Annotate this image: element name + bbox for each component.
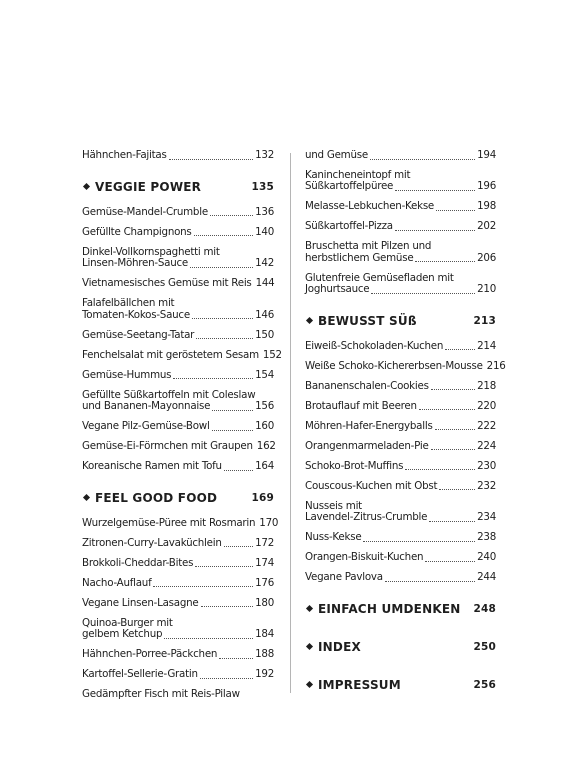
- entry-title-line: Gemüse-Hummus: [82, 368, 172, 381]
- entry-page-number: 240: [477, 551, 496, 563]
- entry-page-number: 222: [477, 419, 496, 432]
- entry-page-number: 152: [262, 348, 282, 361]
- entry-page-number: 172: [255, 536, 274, 549]
- entry-row: [305, 381, 496, 393]
- section-title: IMPRESSUM: [318, 677, 401, 692]
- toc-entry: [82, 330, 274, 342]
- entry-title-line: Lavendel-Zitrus-Crumble: [305, 511, 428, 523]
- toc-entry: [82, 578, 274, 590]
- toc-entry: [305, 170, 496, 193]
- section-title: EINFACH UMDENKEN: [318, 601, 461, 616]
- entry-row: [305, 552, 496, 564]
- entry-title-line: herbstlichem Gemüse: [305, 251, 414, 264]
- dot-leader: [219, 658, 253, 659]
- dot-leader: [429, 521, 475, 522]
- entry-row: [82, 227, 274, 239]
- entry-title-line: Tomaten-Kokos-Sauce: [82, 308, 190, 321]
- toc-column-left: [82, 149, 282, 709]
- entry-row: [82, 629, 274, 641]
- toc-entry: [82, 689, 274, 701]
- entry-row: [82, 258, 274, 270]
- entry-row: [82, 150, 274, 162]
- toc-entry: [82, 461, 274, 473]
- diamond-bullet-icon: [83, 494, 90, 501]
- entry-title-line: Nuss-Kekse: [305, 531, 362, 543]
- entry-title-line: Vegane Pilz-Gemüse-Bowl: [82, 420, 210, 432]
- entry-row: [82, 578, 274, 590]
- section-title: BEWUSST SÜß: [318, 313, 417, 328]
- entry-page-number: 150: [255, 328, 274, 341]
- entry-row: [82, 538, 274, 550]
- dot-leader: [173, 378, 253, 379]
- column-divider: [290, 153, 291, 693]
- entry-row: [305, 572, 496, 584]
- entry-title-line: Couscous-Kuchen mit Obst: [305, 479, 438, 492]
- entry-page-number: 232: [477, 479, 496, 492]
- diamond-bullet-icon: [83, 183, 90, 190]
- entry-title-line: Wurzelgemüse-Püree mit Rosmarin: [82, 516, 256, 529]
- entry-title-line: Koreanische Ramen mit Tofu: [82, 460, 222, 472]
- toc-entry: [82, 370, 274, 382]
- toc-entry: [305, 532, 496, 544]
- entry-title-line: Joghurtsauce: [305, 283, 370, 295]
- toc-entry: [305, 441, 496, 453]
- entry-row: [82, 310, 274, 322]
- entry-page-number: 192: [255, 668, 274, 680]
- dot-leader: [169, 159, 254, 160]
- entry-page-number: 162: [256, 440, 276, 452]
- toc-entry: [305, 201, 496, 213]
- dot-leader: [224, 470, 253, 471]
- dot-leader: [405, 469, 475, 470]
- toc-entry: [305, 461, 496, 473]
- entry-page-number: 170: [259, 516, 279, 529]
- section-page-number: 250: [473, 640, 496, 653]
- dot-leader: [439, 489, 475, 490]
- entry-title-line: Schoko-Brot-Muffins: [305, 459, 404, 472]
- entry-title-line: Gemüse-Ei-Förmchen mit Graupen: [82, 440, 253, 452]
- entry-row: [305, 181, 496, 193]
- section-page-number: 169: [251, 491, 274, 504]
- section-heading-feel-good-food: [82, 491, 274, 505]
- entry-row: [82, 649, 274, 661]
- toc-column-right: [305, 149, 506, 705]
- entry-title-line: Linsen-Möhren-Sauce: [82, 257, 188, 269]
- entry-page-number: 218: [477, 379, 496, 392]
- entry-row: [305, 401, 496, 413]
- section-page-number: 135: [251, 180, 274, 193]
- toc-entry: [305, 221, 496, 233]
- entry-row: [305, 359, 506, 373]
- entry-row: [305, 150, 496, 162]
- entry-row: [82, 689, 274, 701]
- entry-page-number: 176: [255, 576, 274, 589]
- dot-leader: [212, 430, 254, 431]
- toc-entry: [305, 150, 496, 162]
- dot-leader: [192, 318, 253, 319]
- entry-row: [82, 330, 274, 342]
- dot-leader: [195, 566, 253, 567]
- toc-entry: [82, 247, 274, 270]
- entry-page-number: 194: [477, 149, 496, 161]
- entry-title-line: gelbem Ketchup: [82, 628, 163, 640]
- dot-leader: [395, 190, 475, 191]
- toc-entry: [82, 348, 282, 362]
- entry-page-number: 174: [255, 556, 274, 569]
- diamond-bullet-icon: [306, 643, 313, 650]
- section-heading-einfach-umdenken: [305, 602, 496, 616]
- toc-entry: [82, 207, 274, 219]
- entry-title-line: Gefüllte Champignons: [82, 225, 192, 238]
- toc-entry: [82, 558, 274, 570]
- entry-row: [82, 401, 274, 413]
- entry-title-line: Glutenfreie Gemüsefladen mit: [305, 271, 454, 284]
- dot-leader: [201, 606, 254, 607]
- entry-title-line: Kanincheneintopf mit: [305, 168, 411, 181]
- entry-title-line: Bananenschalen-Cookies: [305, 379, 429, 392]
- toc-entry: [305, 421, 496, 433]
- toc-entry: [82, 150, 274, 162]
- toc-entry: [82, 298, 274, 321]
- toc-entry: [82, 516, 279, 530]
- entry-page-number: 154: [255, 368, 274, 381]
- entry-title-line: Zitronen-Curry-Lavaküchlein: [82, 536, 222, 549]
- section-heading-veggie-power: [82, 180, 274, 194]
- entry-row: [305, 341, 496, 353]
- entry-title-line: Gedämpfter Fisch mit Reis-Pilaw: [82, 688, 240, 700]
- entry-page-number: 224: [477, 439, 496, 452]
- entry-row: [82, 516, 279, 530]
- dot-leader: [431, 449, 476, 450]
- entry-title-line: Vegane Pavlova: [305, 571, 383, 583]
- entry-page-number: 230: [477, 459, 496, 472]
- entry-row: [82, 207, 274, 219]
- entry-title-line: Bruschetta mit Pilzen und: [305, 240, 432, 252]
- entry-row: [305, 284, 496, 296]
- dot-leader: [200, 678, 253, 679]
- toc-entry: [82, 669, 274, 681]
- entry-page-number: 220: [477, 399, 496, 412]
- entry-page-number: 146: [255, 308, 274, 321]
- dot-leader: [415, 261, 475, 262]
- entry-row: [82, 421, 274, 433]
- section-title: INDEX: [318, 639, 361, 654]
- entry-page-number: 136: [255, 205, 274, 218]
- dot-leader: [190, 267, 253, 268]
- entry-row: [82, 598, 274, 610]
- section-heading-impressum: [305, 678, 496, 692]
- toc-entry: [82, 618, 274, 641]
- entry-page-number: 184: [255, 628, 274, 640]
- dot-leader: [419, 409, 475, 410]
- entry-row: [305, 221, 496, 233]
- entry-page-number: 180: [255, 596, 274, 609]
- entry-row: [305, 421, 496, 433]
- dot-leader: [425, 561, 475, 562]
- toc-entry: [305, 273, 496, 296]
- entry-title-line: Gefüllte Süßkartoffeln mit Coleslaw: [82, 388, 256, 401]
- toc-entry: [82, 227, 274, 239]
- entry-title-line: Brokkoli-Cheddar-Bites: [82, 556, 194, 569]
- entry-title-line: und Bananen-Mayonnaise: [82, 400, 211, 412]
- entry-title-line: Süßkartoffel-Pizza: [305, 220, 393, 232]
- entry-row: [82, 348, 282, 362]
- entry-page-number: 216: [486, 359, 506, 372]
- entry-title-line: Hähnchen-Fajitas: [82, 149, 167, 161]
- entry-title-line: Falafelbällchen mit: [82, 297, 175, 309]
- entry-row: [82, 558, 274, 570]
- toc-entry: [82, 390, 274, 413]
- toc-entry: [305, 381, 496, 393]
- entry-page-number: 144: [255, 277, 275, 289]
- entry-title-line: Gemüse-Seetang-Tatar: [82, 328, 195, 341]
- entry-title-line: Nacho-Auflauf: [82, 576, 152, 589]
- entry-page-number: 198: [477, 200, 496, 212]
- entry-page-number: 206: [477, 251, 496, 264]
- toc-entry: [305, 401, 496, 413]
- dot-leader: [436, 210, 475, 211]
- entry-title-line: Quinoa-Burger mit: [82, 616, 173, 629]
- entry-page-number: 164: [255, 460, 274, 472]
- entry-page-number: 196: [477, 180, 496, 192]
- section-title: VEGGIE POWER: [95, 179, 202, 194]
- diamond-bullet-icon: [306, 681, 313, 688]
- entry-title-line: Fenchelsalat mit geröstetem Sesam: [82, 348, 259, 361]
- section-page-number: 256: [473, 678, 496, 691]
- toc-entry: [82, 538, 274, 550]
- entry-row: [82, 278, 274, 290]
- toc-entry: [82, 598, 274, 610]
- entry-title-line: Vietnamesisches Gemüse mit Reis: [82, 277, 252, 289]
- entry-title-line: Brotauflauf mit Beeren: [305, 399, 417, 412]
- toc-entry: [305, 501, 496, 524]
- dot-leader: [435, 429, 476, 430]
- entry-title-line: Dinkel-Vollkornspaghetti mit: [82, 245, 220, 258]
- toc-entry: [305, 481, 496, 493]
- dot-leader: [445, 349, 475, 350]
- entry-page-number: 156: [255, 400, 274, 412]
- entry-page-number: 234: [477, 511, 496, 523]
- entry-row: [305, 461, 496, 473]
- entry-title-line: Orangenmarmeladen-Pie: [305, 439, 429, 452]
- entry-row: [305, 532, 496, 544]
- entry-page-number: 132: [255, 149, 274, 161]
- entry-page-number: 160: [255, 420, 274, 432]
- entry-title-line: und Gemüse: [305, 149, 368, 161]
- entry-page-number: 244: [477, 571, 496, 583]
- entry-title-line: Eiweiß-Schokoladen-Kuchen: [305, 339, 444, 352]
- toc-entry: [305, 359, 506, 373]
- section-page-number: 248: [473, 602, 496, 615]
- toc-entry: [305, 241, 496, 264]
- dot-leader: [212, 410, 253, 411]
- entry-page-number: 214: [477, 339, 496, 352]
- entry-title-line: Nusseis mit: [305, 499, 362, 512]
- toc-entry: [82, 649, 274, 661]
- entry-title-line: Kartoffel-Sellerie-Gratin: [82, 668, 198, 680]
- dot-leader: [395, 230, 475, 231]
- entry-row: [305, 481, 496, 493]
- dot-leader: [153, 586, 253, 587]
- entry-row: [305, 253, 496, 265]
- dot-leader: [196, 338, 253, 339]
- dot-leader: [194, 235, 254, 236]
- diamond-bullet-icon: [306, 605, 313, 612]
- entry-title-line: Gemüse-Mandel-Crumble: [82, 205, 208, 218]
- entry-row: [82, 441, 274, 453]
- diamond-bullet-icon: [306, 317, 313, 324]
- entry-row: [82, 669, 274, 681]
- entry-page-number: 210: [477, 283, 496, 295]
- entry-title-line: Möhren-Hafer-Energyballs: [305, 419, 433, 432]
- entry-page-number: 202: [477, 220, 496, 232]
- dot-leader: [210, 215, 253, 216]
- entry-row: [305, 441, 496, 453]
- entry-row: [82, 461, 274, 473]
- toc-entry: [82, 421, 274, 433]
- entry-title-line: Hähnchen-Porree-Päckchen: [82, 648, 218, 660]
- section-heading-bewusst-suess: [305, 314, 496, 328]
- entry-page-number: 238: [477, 531, 496, 543]
- toc-entry: [305, 341, 496, 353]
- section-title: FEEL GOOD FOOD: [95, 490, 218, 505]
- dot-leader: [164, 638, 253, 639]
- entry-title-line: Orangen-Biskuit-Kuchen: [305, 551, 424, 563]
- toc-entry: [82, 441, 274, 453]
- entry-row: [305, 512, 496, 524]
- entry-row: [305, 201, 496, 213]
- entry-page-number: 188: [255, 648, 274, 660]
- section-heading-index: [305, 640, 496, 654]
- entry-title-line: Weiße Schoko-Kichererbsen-Mousse: [305, 359, 483, 372]
- dot-leader: [385, 581, 475, 582]
- entry-title-line: Melasse-Lebkuchen-Kekse: [305, 200, 435, 212]
- entry-page-number: 142: [255, 257, 274, 269]
- dot-leader: [224, 546, 253, 547]
- section-page-number: 213: [473, 314, 496, 327]
- toc-entry: [305, 572, 496, 584]
- dot-leader: [371, 293, 475, 294]
- dot-leader: [431, 389, 475, 390]
- toc-entry: [82, 278, 274, 290]
- entry-title-line: Vegane Linsen-Lasagne: [82, 596, 199, 609]
- dot-leader: [370, 159, 475, 160]
- entry-row: [82, 370, 274, 382]
- toc-entry: [305, 552, 496, 564]
- entry-page-number: 140: [255, 225, 274, 238]
- dot-leader: [363, 541, 475, 542]
- entry-title-line: Süßkartoffelpüree: [305, 180, 394, 192]
